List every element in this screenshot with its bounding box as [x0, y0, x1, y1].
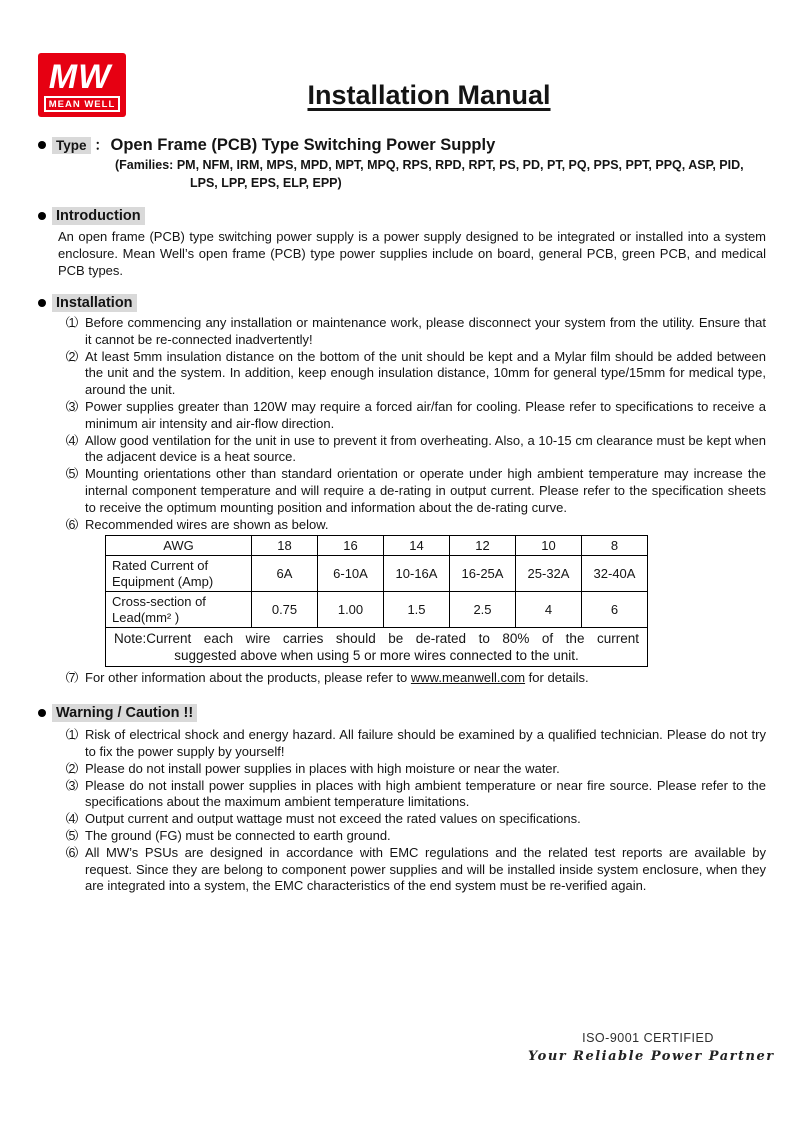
header-cell: 10: [516, 536, 582, 556]
warning-item-2: [58, 761, 766, 778]
table-cell: 6A: [252, 556, 318, 592]
item-text: Recommended wires are shown as below.: [85, 516, 329, 532]
wire-table-wrap: [105, 535, 802, 667]
item-text: The ground (FG) must be connected to earth ground.: [85, 827, 391, 843]
item-number: （2）: [58, 349, 84, 364]
installation-item-3: [58, 399, 766, 433]
installation-item-6: [58, 517, 766, 534]
installation-heading: Installation: [52, 294, 137, 312]
item-number: （4）: [58, 812, 84, 827]
note-line-1: Note:Current each wire carries should be de-rated to 80% of the current: [114, 631, 639, 647]
introduction-section: [0, 207, 802, 279]
row-label: Rated Current of Equipment (Amp): [106, 556, 252, 592]
table-cell: 25-32A: [516, 556, 582, 592]
type-section: [0, 135, 802, 192]
note-line-2: suggested above when using 5 or more wires connected to the unit.: [174, 648, 579, 664]
header-cell-awg: AWG: [106, 536, 252, 556]
item-text: Please do not install power supplies in places with high ambient temperature or near fire source. Please refer to the specifications about the maximum ambient temperature limitations.: [85, 777, 766, 810]
header-cell: 8: [582, 536, 648, 556]
warning-item-3: [58, 778, 766, 812]
item-text: Please do not install power supplies in places with high moisture or near the water.: [85, 760, 560, 776]
header-cell: 18: [252, 536, 318, 556]
introduction-body: An open frame (PCB) type switching power supply is a power supply designed to be integrated or installed into a system enclosure. Mean Well’s open frame (PCB) type power supplies include on board, general PCB, green PCB, and medical PCB types.: [58, 229, 766, 278]
warning-item-4: [58, 811, 766, 828]
item-text: [85, 670, 766, 687]
item-text: Risk of electrical shock and energy hazard. All failure should be examined by a qualified technician. Please do not try to fix the power supply by yourself!: [85, 727, 766, 759]
warning-section: [0, 704, 802, 895]
item-text: Allow good ventilation for the unit in use to prevent it from overheating. Also, a 10-15 cm clearance must be kept when the adjacent device is a heat source.: [85, 432, 766, 465]
table-header-row: [106, 536, 648, 556]
page-title: Installation Manual: [307, 80, 551, 110]
item-text: Output current and output wattage must not exceed the rated values on specifications.: [85, 811, 581, 827]
table-cell: 1.00: [318, 592, 384, 628]
table-cell: 1.5: [384, 592, 450, 628]
families-line-2: LPS, LPP, EPS, ELP, EPP): [190, 175, 342, 190]
item-number: （2）: [58, 761, 84, 776]
slogan-text: Your Reliable Power Partner: [528, 1049, 775, 1064]
table-cell: 2.5: [450, 592, 516, 628]
installation-item-5: [58, 466, 766, 516]
item-number: （1）: [58, 728, 84, 743]
page-footer: [528, 1031, 775, 1064]
item-text: At least 5mm insulation distance on the bottom of the unit should be kept and a Mylar film should be added between the unit and the system. In addition, keep enough insulation distance, 10mm for general type/15mm for medical type, around the unit.: [85, 348, 766, 398]
item7-before-link: For other information about the products, please refer to: [85, 670, 411, 686]
type-heading: Open Frame (PCB) Type Switching Power Supply: [110, 135, 496, 154]
item7-after-link: for details.: [525, 670, 589, 686]
installation-item-4: [58, 433, 766, 467]
warning-item-1: [58, 727, 766, 761]
introduction-heading: Introduction: [52, 207, 145, 225]
bullet-icon: [38, 299, 46, 307]
warning-heading: Warning / Caution !!: [52, 704, 197, 722]
table-cell: 6: [582, 592, 648, 628]
item-number: （1）: [58, 316, 84, 330]
bullet-icon: [38, 141, 46, 149]
table-cell: 32-40A: [582, 556, 648, 592]
installation-section: [0, 294, 802, 687]
item-number: （3）: [58, 399, 84, 414]
item-number: （3）: [58, 778, 84, 793]
warning-item-5: [58, 828, 766, 845]
table-cell: 16-25A: [450, 556, 516, 592]
table-note-row: [106, 628, 648, 667]
table-cell: 0.75: [252, 592, 318, 628]
table-cell: 4: [516, 592, 582, 628]
table-row-cross-section: [106, 592, 648, 628]
families-line-1: (Families: PM, NFM, IRM, MPS, MPD, MPT, MPQ, RPS, RPD, RPT, PS, PD, PT, PQ, PPS, PPT, PPQ, ASP, PID,: [115, 158, 744, 172]
type-label: Type: [52, 137, 91, 154]
table-cell: 6-10A: [318, 556, 384, 592]
mw-monogram: MW: [48, 58, 112, 96]
table-cell: 10-16A: [384, 556, 450, 592]
item-number: （6）: [58, 517, 84, 532]
header-cell: 12: [450, 536, 516, 556]
wire-table: [105, 535, 648, 667]
table-note: [106, 628, 648, 667]
item-text: Mounting orientations other than standard orientation or operate under high ambient temperature may increase the internal component temperature and will require a de-rating in output current. Please refer to the specification sheets to receive the optimum mounting position and information about the de-rating curve.: [85, 466, 766, 515]
installation-item-2: [58, 349, 766, 399]
logo-name: MEAN WELL: [48, 98, 116, 110]
item-text: Before commencing any installation or maintenance work, please disconnect your system from the utility. Ensure that it cannot be re-connected inadvertently!: [85, 315, 766, 347]
row-label: Cross-section of Lead(mm² ): [106, 592, 252, 628]
table-row-rated-current: [106, 556, 648, 592]
item-number: （5）: [58, 467, 84, 482]
installation-item-1: [58, 315, 766, 349]
item-number: （6）: [58, 845, 84, 860]
installation-item-7: [58, 670, 766, 687]
header-cell: 14: [384, 536, 450, 556]
iso-certified-text: ISO-9001 CERTIFIED: [582, 1031, 714, 1045]
page-header: [0, 0, 802, 132]
item-text: All MW’s PSUs are designed in accordance with EMC regulations and the related test reports are available by request. Since they are belong to component power supplies and will be installed inside system enclosure, when they are integrated into a system, the EMC characteristics of the end system must be re-verified again.: [85, 844, 766, 894]
bullet-icon: [38, 709, 46, 717]
type-colon: ：: [94, 137, 109, 153]
item-number: （4）: [58, 433, 84, 448]
bullet-icon: [38, 212, 46, 220]
item-text: Power supplies greater than 120W may require a forced air/fan for cooling. Please refer to specifications to receive a minimum air intensity and air-flow direction.: [85, 398, 766, 431]
meanwell-link[interactable]: www.meanwell.com: [410, 670, 526, 686]
item-number: （7）: [58, 671, 84, 686]
header-cell: 16: [318, 536, 384, 556]
warning-item-6: [58, 845, 766, 895]
item-number: （5）: [58, 828, 84, 843]
